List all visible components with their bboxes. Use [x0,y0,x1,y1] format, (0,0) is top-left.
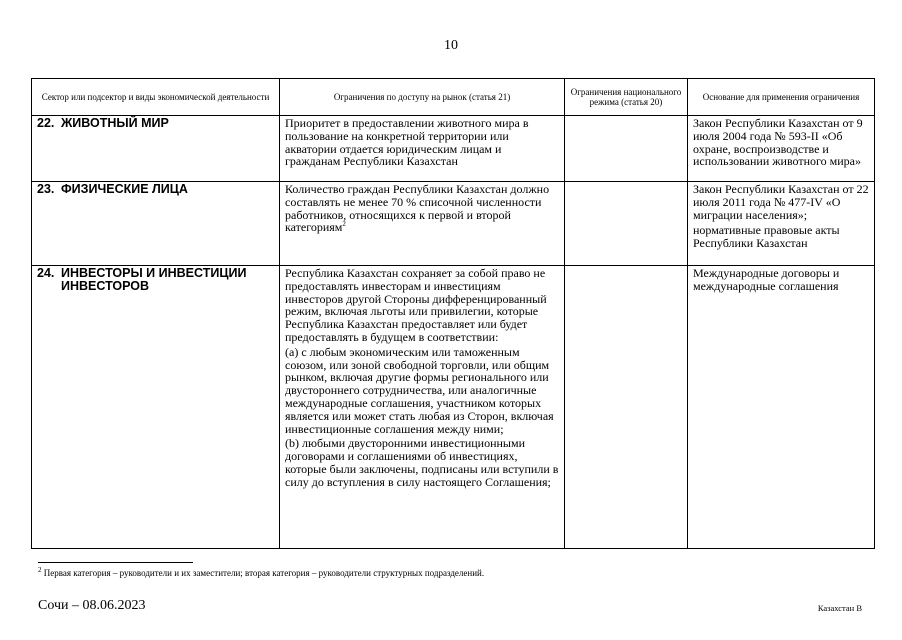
footnote-text: Первая категория – руководители и их заместители; вторая категория – руководители структурных подразделений. [43,568,485,578]
restrictions-table [31,78,875,549]
table-row [32,182,875,266]
header-basis: Основание для применения ограничения [688,79,875,116]
market-access-paragraph: (b) любыми двусторонними инвестиционными договорами и соглашениями об инвестициях, которые были заключены, подписаны или вступили в силу до вступления в силу настоящего Соглашения; [285,436,559,489]
footnote-reference[interactable]: 2 [342,220,346,229]
footnote-marker: 2 [38,566,42,574]
footer-place-date: Сочи – 08.06.2023 [38,598,146,613]
national-treatment-text [570,116,682,117]
basis-text: Закон Республики Казахстан от 9 июля 2004 года № 593-II «Об охране, воспроизводстве и использовании животного мира» [693,116,863,169]
market-access-text: Приоритет в предоставлении животного мира в пользование на конкретной территории или акватории отдается юридическим лицам и гражданам Республики Казахстан [285,116,529,169]
sector-cell [32,116,280,182]
sector-name: ФИЗИЧЕСКИЕ ЛИЦА [61,182,188,196]
basis-cell [688,116,875,182]
header-market-access: Ограничения по доступу на рынок (статья 21) [280,79,565,116]
market-access-body: Количество граждан Республики Казахстан должно составлять не менее 70 % списочной численности работников, относящихся к первой и второй категориям [285,182,550,235]
table-row [32,266,875,549]
national-treatment-cell [565,116,688,182]
footer-annex-label: Казахстан В [817,603,862,613]
footnote-divider [38,562,193,563]
basis-text: Закон Республики Казахстан от 22 июля 2011 года № 477-IV «О миграции населения»; [693,182,869,222]
national-treatment-cell [565,182,688,266]
page-number: 10 [444,38,458,53]
sector-cell [32,266,280,549]
sector-name: ИНВЕСТОРЫ И ИНВЕСТИЦИИ ИНВЕСТОРОВ [61,266,247,293]
national-treatment-text [570,266,682,267]
national-treatment-text [570,182,682,183]
footnote [38,568,484,579]
market-access-cell [280,182,565,266]
row-number: 24. [37,266,55,280]
header-sector: Сектор или подсектор и виды экономической деятельности [32,79,280,116]
basis-text: Международные договоры и международные соглашения [693,266,840,293]
table-row [32,116,875,182]
market-access-text [285,182,559,234]
basis-text: нормативные правовые акты Республики Казахстан [693,223,840,251]
sector-cell [32,182,280,266]
header-national-treatment: Ограничения национального режима (статья 20) [565,79,688,116]
basis-cell [688,182,875,266]
national-treatment-cell [565,266,688,549]
row-number: 23. [37,182,55,196]
table-header-row [32,79,875,116]
basis-cell [688,266,875,549]
row-number: 22. [37,116,55,130]
market-access-cell [280,116,565,182]
market-access-paragraph: Республика Казахстан сохраняет за собой право не предоставлять инвесторам и инвестициям инвесторов другой Стороны дифференцированный режим, включая льготы или привилегии, которые Республика Казахстан предоставляет или будет предоставлять в будущем в соответствии: [285,266,547,344]
sector-name: ЖИВОТНЫЙ МИР [61,116,169,130]
market-access-paragraph: (a) с любым экономическим или таможенным союзом, или зоной свободной торговли, или общим рынком, включая другие формы регионального или двустороннего сотрудничества, или аналогичные международные соглашения, участником которых является или может стать любая из Сторон, включая инвестиционные соглашения между ними; [285,344,554,436]
market-access-cell [280,266,565,549]
